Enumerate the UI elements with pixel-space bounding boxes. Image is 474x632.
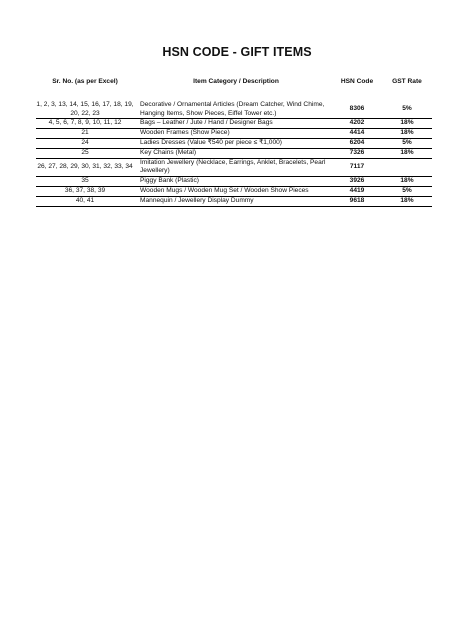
cell-sr-no: 26, 27, 28, 29, 30, 31, 32, 33, 34 [36, 158, 138, 177]
cell-category: Mannequin / Jewellery Display Dummy [138, 196, 332, 206]
cell-gst-rate: 18% [382, 119, 432, 129]
cell-category: Bags – Leather / Jute / Hand / Designer Bags [138, 119, 332, 129]
cell-category: Imitation Jewellery (Necklace, Earrings, Anklet, Bracelets, Pearl Jewellery) [138, 158, 332, 177]
cell-hsn-code: 8306 [332, 101, 382, 119]
table-row [36, 186, 432, 196]
cell-category: Decorative / Ornamental Articles (Dream Catcher, Wind Chime, Hanging Items, Show Pieces, Eiffel Tower etc.) [138, 101, 332, 119]
cell-gst-rate: 18% [382, 129, 432, 139]
cell-hsn-code: 3926 [332, 177, 382, 187]
cell-hsn-code: 7117 [332, 158, 382, 177]
header-sr-no: Sr. No. (as per Excel) [52, 78, 118, 85]
cell-category: Piggy Bank (Plastic) [138, 177, 332, 187]
table-row [36, 177, 432, 187]
hsn-table [36, 78, 432, 207]
cell-sr-no: 24 [36, 138, 138, 148]
cell-hsn-code: 4419 [332, 186, 382, 196]
cell-sr-no: 1, 2, 3, 13, 14, 15, 16, 17, 18, 19, 20, 22, 23 [36, 101, 138, 119]
table-header [36, 78, 432, 101]
table-row [36, 138, 432, 148]
cell-sr-no: 4, 5, 6, 7, 8, 9, 10, 11, 12 [36, 119, 138, 129]
header-category: Item Category / Description [193, 78, 279, 85]
cell-category: Wooden Frames (Show Piece) [138, 129, 332, 139]
cell-category: Wooden Mugs / Wooden Mug Set / Wooden Show Pieces [138, 186, 332, 196]
table-row [36, 119, 432, 129]
cell-gst-rate: 5% [382, 186, 432, 196]
cell-sr-no: 40, 41 [36, 196, 138, 206]
cell-gst-rate: 5% [382, 138, 432, 148]
header-hsn-code: HSN Code [340, 78, 374, 85]
document-title: HSN CODE - GIFT ITEMS [162, 45, 312, 59]
cell-hsn-code: 4202 [332, 119, 382, 129]
cell-hsn-code: 6204 [332, 138, 382, 148]
cell-hsn-code: 4414 [332, 129, 382, 139]
cell-sr-no: 36, 37, 38, 39 [36, 186, 138, 196]
cell-gst-rate: 18% [382, 196, 432, 206]
table-body [36, 101, 432, 206]
cell-gst-rate: 5% [382, 101, 432, 119]
cell-gst-rate [382, 158, 432, 177]
cell-category: Key Chains (Metal) [138, 148, 332, 158]
cell-gst-rate: 18% [382, 177, 432, 187]
table-row [36, 148, 432, 158]
cell-hsn-code: 7326 [332, 148, 382, 158]
cell-sr-no: 21 [36, 129, 138, 139]
cell-hsn-code: 9618 [332, 196, 382, 206]
table-row [36, 158, 432, 177]
header-gst-rate: GST Rate [392, 78, 422, 85]
table-row [36, 101, 432, 119]
cell-category: Ladies Dresses (Value ₹540 per piece ≤ ₹1,000) [138, 138, 332, 148]
cell-gst-rate: 18% [382, 148, 432, 158]
table-row [36, 129, 432, 139]
table-row [36, 196, 432, 206]
header-row [36, 78, 432, 101]
cell-sr-no: 25 [36, 148, 138, 158]
cell-sr-no: 35 [36, 177, 138, 187]
